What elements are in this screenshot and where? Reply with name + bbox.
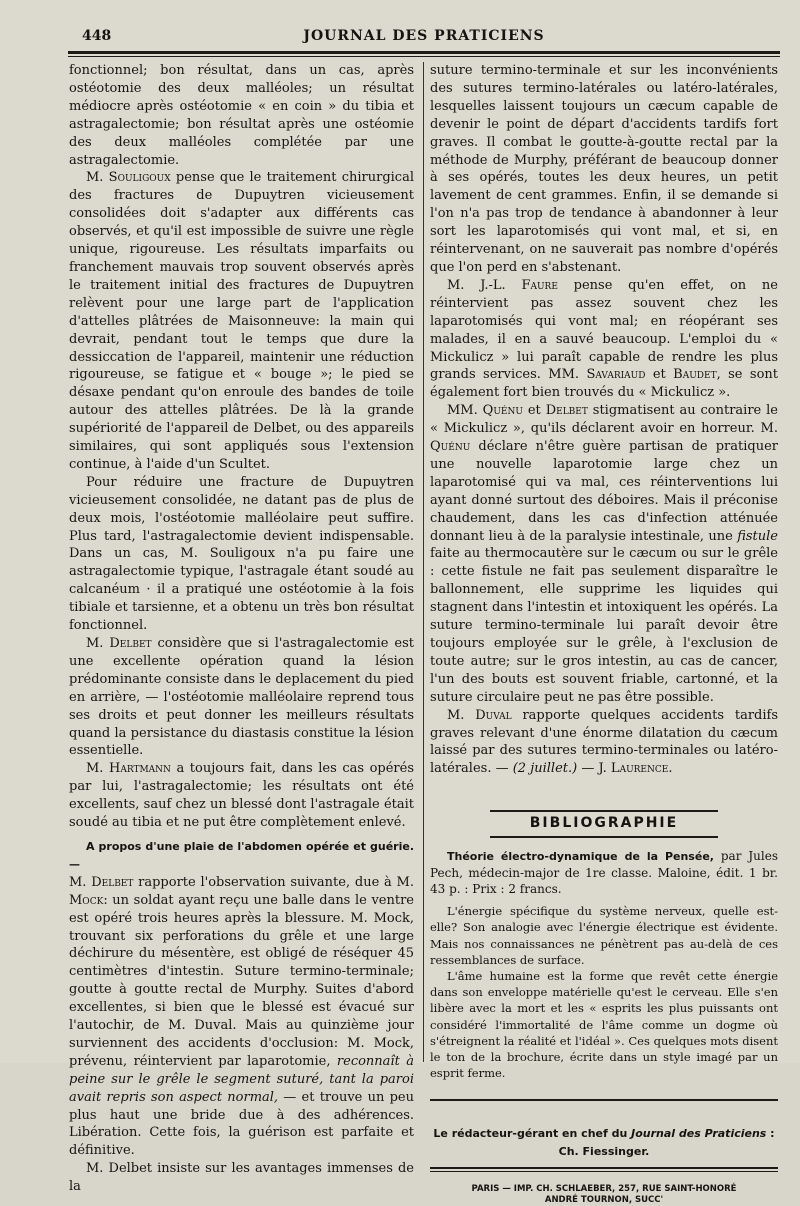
paragraph-text: rapporte quelques accidents tardifs graves relevant d'une énorme dilatation du cæcum laissé par des sutures termino-terminales ou latéro-latérales. — xyxy=(430,707,778,777)
author-name: M. Delbet xyxy=(86,636,152,651)
bibliography-heading xyxy=(430,812,778,836)
paragraph xyxy=(69,760,414,832)
review-paragraph: L'âme humaine est la forme que revêt cette énergie dans son enveloppe matérielle qu'est le cerveau. Elle s'en libère avec la mort et les « esprits les plus puissants ont considéré l'immortalité de l'âme comme un dogme où s'étreignent la réalité et l'idéal ». Ces quelques mots disent le ton de la brochure, écrite dans un style imagé par un esprit ferme. xyxy=(430,968,778,1081)
italic-text: reconnaît à peine sur le grêle le segment suturé, tant la paroi avait repris son aspect normal, xyxy=(69,1053,414,1105)
paragraph xyxy=(69,635,414,760)
paragraph-text: : un soldat ayant reçu une balle dans le ventre est opéré trois heures après la blessure. M. Mock, trouvant six perforations du grêle et une large déchirure du mésentère, est obligé de réséquer 45 centimètres d'intestin. Suture termino-terminale; goutte à goutte rectal de Murphy. Suites d'abord excellentes, si bien que le blessé est évacué sur l'autochir, de M. Duval. Mais au quinzième jour surviennent des accidents d'occlusion: M. Mock, prévenu, réintervient par laparotomie, xyxy=(69,892,414,1069)
author-name: M. Duval xyxy=(447,707,512,723)
book-meta: par Jules Pech, médecin-major de 1re classe. Maloine, édit. 1 br. 43 p. : Prix : 2 francs. xyxy=(430,849,778,897)
column-divider xyxy=(423,62,424,1062)
author-name: Savariaud xyxy=(586,367,646,383)
author-name: M. Souligoux xyxy=(86,170,171,186)
italic-text: fistule xyxy=(737,528,778,544)
paragraph-text: faite au thermocautère sur le cæcum ou sur le grêle : cette fistule ne fait pas seulement disparaître le ballonnement, elle supprime les liquides qui stagnent dans l'intestin et intoxiquent les opérés. La suture termino-terminale lui paraît devoir être toujours employée sur le grêle, à l'exclusion de toute autre; sur le gros intestin, au cas de cancer, l'un des bouts est souvent friable, cartonné, et la suture circulaire peut ne pas être possible. xyxy=(430,546,778,705)
paragraph: Pour réduire une fracture de Dupuytren vicieusement consolidée, ne datant pas de plus de deux mois, l'ostéotomie malléolaire peut suffire. Plus tard, l'astragalectomie devient indispensable. Dans un cas, M. Souligoux n'a pu faire une astragalectomie typique, l'astragale étant soudé au calcanéum · il a pratiqué une ostéotomie à la fois tibiale et tarsienne, et a obtenu un très bon résultat fonctionnel. xyxy=(69,474,414,634)
paragraph-text: stigmatisent au contraire le « Mickulicz », qu'ils déclarent avoir en horreur. M. xyxy=(430,403,779,437)
book-entry xyxy=(430,848,778,897)
footer-rule-thin xyxy=(430,1171,778,1172)
journal-name: Journal des Praticiens xyxy=(631,1127,767,1141)
paragraph-text: MM. xyxy=(447,403,483,419)
paragraph-text: déclare n'être guère partisan de pratiquer une nouvelle laparotomie large chez un laparotomisé qui va mal, ces réinterventions lui ayant donné surtout des déboires. Mais il préconise chaudement, dans les cas d'infection atténuée donnant lieu à de la paralysie intestinale, une xyxy=(430,439,778,544)
spacer xyxy=(430,778,778,810)
author-name: Baudet xyxy=(673,367,717,383)
paragraph-text: a toujours fait, dans les cas opérés par lui, l'astragalectomie; les résultats ont été excellents, sauf chez un blessé dont l'astragale était soudé au tibia et ne put être complètement enlevé. xyxy=(69,761,414,831)
paragraph-text: considère que si l'astragalectomie est une excellente opération quand la lésion prédominante consiste dans le deplacement du pied en arrière, — l'ostéotomie malléolaire reprend tous ses droits et peut donner les meilleurs résultats quand la persistance du diastasis constitue la lésion essentielle. xyxy=(69,636,414,759)
footer-rule xyxy=(430,1167,778,1169)
header-rule xyxy=(68,51,780,54)
footer-rule xyxy=(430,1099,778,1101)
paragraph-text: , se sont également fort bien trouvés du « Mickulicz ». xyxy=(430,367,778,401)
author-name: Delbet xyxy=(91,874,134,890)
printer-line: PARIS — IMP. CH. SCHLAEBER, 257, RUE SAINT-HONORÉ xyxy=(471,1184,737,1195)
journal-title: JOURNAL DES PRATICIENS xyxy=(303,28,545,44)
paragraph: fonctionnel; bon résultat, dans un cas, après ostéotomie des deux malléoles; un résultat médiocre après ostéotomie « en coin » du tibia et astragalectomie; bon résultat après une ostéomie des deux malléoles complétée par une astragalectomie. xyxy=(69,63,414,168)
paragraph xyxy=(430,277,778,402)
header-rule-thin xyxy=(68,56,780,57)
paragraph xyxy=(69,169,414,473)
section-rubric: A propos d'une plaie de l'abdomen opérée et guérie. — xyxy=(69,839,414,871)
biblio-rule-bottom xyxy=(490,836,718,838)
printer-imprint xyxy=(430,1184,778,1206)
author-name: M. J.-L. Faure xyxy=(447,277,558,293)
editor-line-text: Le rédacteur-gérant en chef du xyxy=(433,1127,632,1141)
author-name: M. Hartmann xyxy=(86,761,171,777)
paragraph-text: rapporte l'observation suivante, due à M. xyxy=(133,874,415,890)
paragraph: suture termino-terminale et sur les inconvénients des sutures termino-latérales ou latéro-latérales, lesquelles laissent toujours un cæcum capable de devenir le point de départ d'accidents tardifs fort graves. Il combat le goutte-à-goutte rectal par la méthode de Murphy, préférant de beaucoup donner à ses opérés, toutes les deux heures, un petit lavement de cent grammes. Enfin, il se demande si l'on n'a pas trop de tendance à abandonner à leur sort les laparotomisés qui vont mal, et si, en réintervenant, on ne sauverait pas nombre d'opérés que l'on perd en s'abstenant. xyxy=(430,63,778,275)
paragraph-text: — et trouve un peu plus haut une bride due à des adhérences. Libération. Cette fois, la guérison est parfaite et définitive. xyxy=(69,1089,414,1159)
paragraph-text: et xyxy=(645,367,674,383)
paragraph: M. Delbet insiste sur les avantages immenses de la xyxy=(69,1161,414,1195)
italic-text: (2 juillet.) xyxy=(512,761,578,777)
editor-name: : Ch. Fiessinger. xyxy=(558,1127,775,1159)
author-name: Quénu xyxy=(430,439,471,455)
editor-line xyxy=(430,1125,778,1161)
right-column xyxy=(430,62,778,1206)
page-header xyxy=(68,28,780,48)
bibliography-heading-text: BIBLIOGRAPHIE xyxy=(529,815,679,832)
author-name: Quénu xyxy=(482,403,523,419)
signature: — J. Laurence. xyxy=(577,761,673,777)
review-paragraph: L'énergie spécifique du système nerveux, quelle est-elle? Son analogie avec l'énergie électrique est évidente. Mais nos connaissances ne pénètrent pas au-delà de ces ressemblances de surface. xyxy=(430,904,778,967)
paragraph-text: pense que le traitement chirurgical des fractures de Dupuytren vicieusement consolidées doit s'adapter aux différents cas observés, et qu'il est impossible de suivre une règle unique, rigoureuse. Les résultats imparfaits ou franchement mauvais trop souvent observés après le traitement initial des fractures de Dupuytren relèvent pour une large part de l'application d'attelles plâtrées de Maisonneuve: la main qui devrait, pendant tout le temps que dure la dessiccation de l'appareil, maintenir une réduction rigoureuse, se fatigue et « bouge »; le pied se désaxe pendant qu'on enroule des bandes de toile autour des attelles plâtrées. De là la grande supériorité de l'appareil de Delbet, ou des appareils similaires, qui sont appliqués sous l'extension continue, à l'aide d'un Scultet. xyxy=(69,170,414,472)
paragraph-text: pense qu'en effet, on ne réintervient pas assez souvent chez les laparotomisés qui vont mal; en réopérant ses malades, il en a sauvé beaucoup. L'emploi du « Mickulicz » lui paraît capable de rendre les plus grands services. MM. xyxy=(430,277,779,383)
paragraph xyxy=(430,707,778,779)
page-number: 448 xyxy=(82,28,112,44)
paragraph xyxy=(430,402,778,706)
paragraph-text: M. xyxy=(69,874,92,890)
printer-line: ANDRÉ TOURNON, SUCC' xyxy=(544,1195,664,1206)
left-column xyxy=(69,62,414,1196)
paragraph-text: et xyxy=(522,403,546,419)
author-name: Delbet xyxy=(545,403,588,419)
book-title: Théorie électro-dynamique de la Pensée, xyxy=(447,850,714,864)
author-name: Mock xyxy=(69,892,104,908)
paragraph xyxy=(69,874,414,1161)
